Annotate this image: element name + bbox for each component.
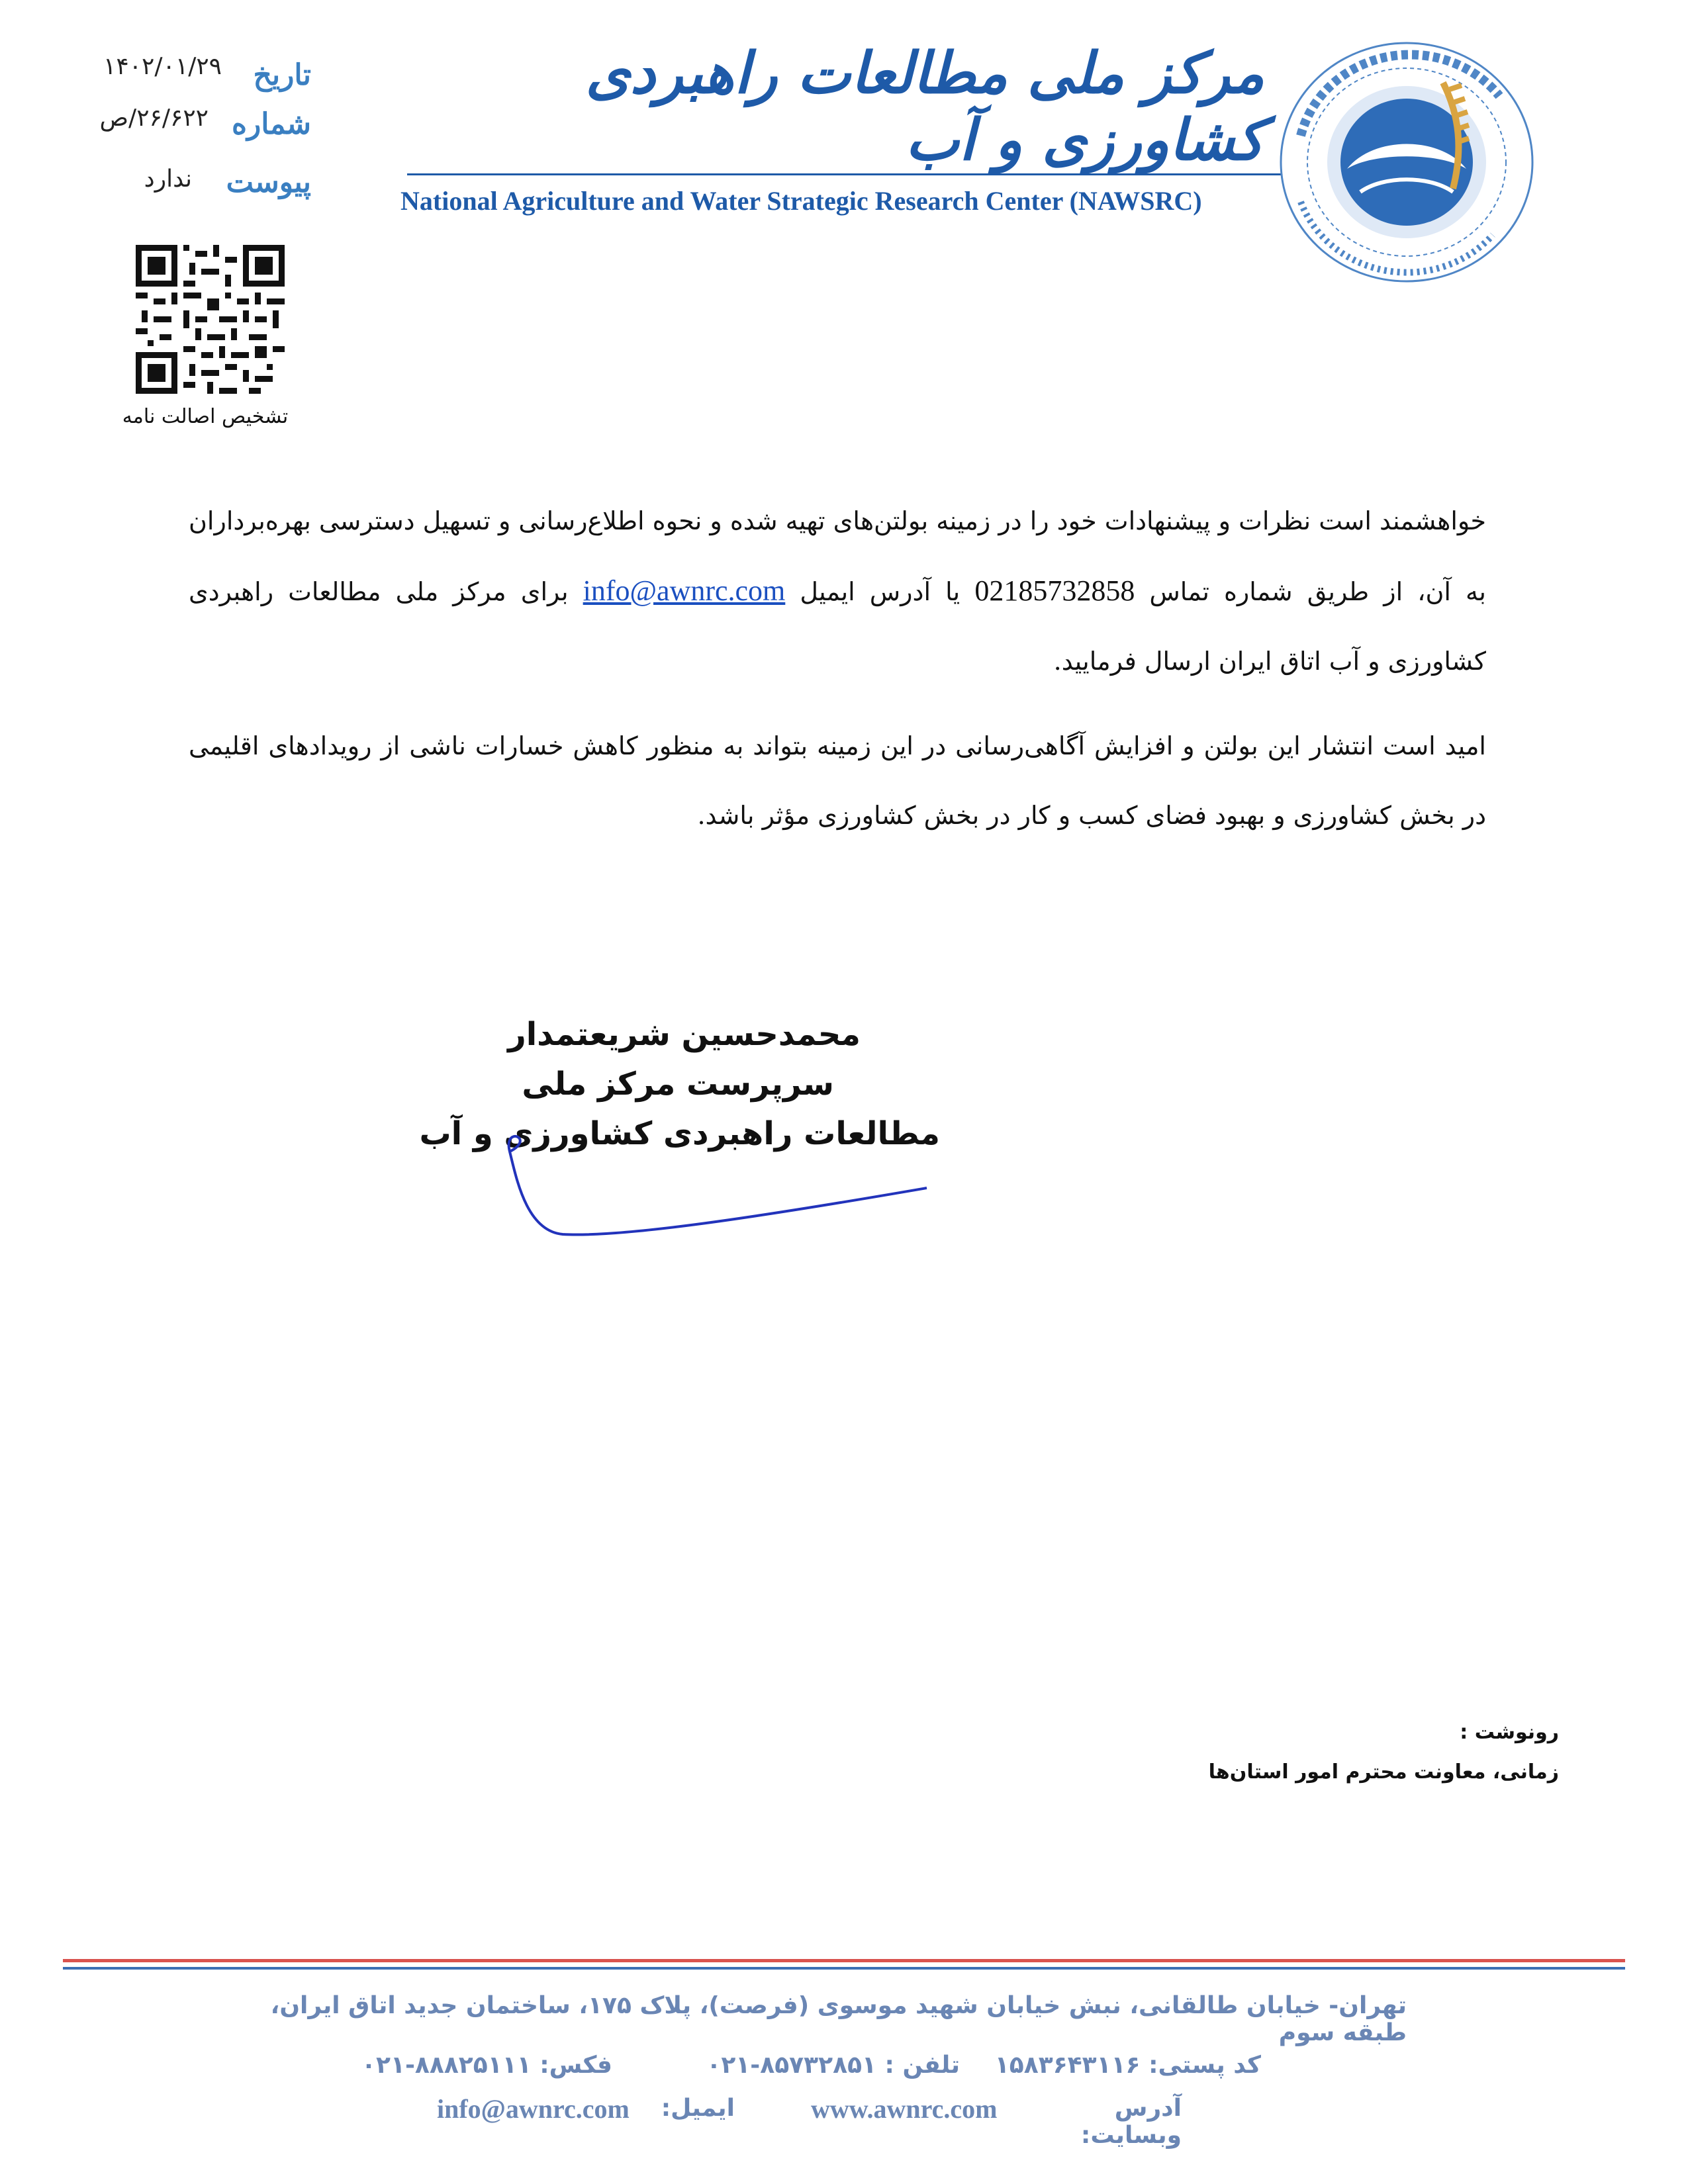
footer-postal-code: کد پستی: ۱۵۸۳۶۴۳۱۱۶ xyxy=(994,2052,1261,2079)
footer-fax: فکس: ۸۸۸۲۵۱۱۱-۰۲۱ xyxy=(361,2052,612,2079)
footer-rule-red xyxy=(63,1959,1625,1962)
cc-recipient: زمانی، معاونت محترم امور استان‌ها xyxy=(1208,1760,1559,1784)
footer-rule-blue xyxy=(63,1967,1625,1970)
footer-email[interactable]: info@awnrc.com xyxy=(437,2094,630,2124)
body-paragraph-1 xyxy=(189,486,1486,696)
paragraph-1-text-c: برای مرکز ملی مطالعات راهبردی کشاورزی و آب اتاق ایران ارسال فرمایید. xyxy=(189,577,1486,676)
signatory-title-1: سرپرست مرکز ملی xyxy=(522,1066,834,1103)
footer-website-label: آدرس وبسایت: xyxy=(1080,2095,1182,2149)
contact-phone: 02185732858 xyxy=(974,574,1135,607)
attachment-value: ندارد xyxy=(144,165,192,193)
footer-email-label: ایمیل: xyxy=(661,2095,735,2122)
number-label: شماره xyxy=(231,107,311,141)
attachment-label: پیوست xyxy=(226,165,311,199)
footer-phone: تلفن : ۸۵۷۳۲۸۵۱-۰۲۱ xyxy=(706,2052,960,2079)
org-name-fa: مرکز ملی مطالعات راهبردی کشاورزی و آب xyxy=(585,40,1264,173)
cc-label: رونوشت : xyxy=(1460,1721,1559,1744)
body-paragraph-2: امید است انتشار این بولتن و افزایش آگاهی‌رسانی در این زمینه بتواند به منظور کاهش خسارات ناشی از رویدادهای اقلیمی در بخش کشاورزی و بهبود فضای کسب و کار در بخش کشاورزی مؤثر باشد. xyxy=(189,731,1486,830)
footer-website[interactable]: www.awnrc.com xyxy=(811,2094,998,2124)
number-value: ۲۶/۶۲۲/ص xyxy=(99,105,209,132)
header-rule xyxy=(407,173,1281,175)
date-label: تاریخ xyxy=(253,58,311,92)
paragraph-1-text-b: یا آدرس ایمیل xyxy=(785,577,975,606)
handwritten-signature xyxy=(463,1125,940,1244)
paragraph-1-text-a: خواهشمند است نظرات و پیشنهادات خود را در زمینه بولتن‌های تهیه شده و نحوه اطلاع‌رسانی و تسهیل دسترسی بهره‌برداران به آن، از طریق شماره تماس xyxy=(189,506,1486,606)
signatory-name: محمدحسین شریعتمدار xyxy=(508,1016,861,1053)
qr-caption: تشخیص اصالت نامه xyxy=(122,405,289,428)
date-value: ۱۴۰۲/۰۱/۲۹ xyxy=(103,53,222,80)
footer-address: تهران- خیابان طالقانی، نبش خیابان شهید موسوی (فرصت)، پلاک ۱۷۵، ساختمان جدید اتاق ایران، طبقه سوم xyxy=(270,1992,1407,2046)
signatory-title-2: مطالعات راهبردی کشاورزی و آب xyxy=(419,1115,940,1152)
organization-logo xyxy=(1274,36,1539,288)
email-link[interactable]: info@awnrc.com xyxy=(583,574,786,607)
qr-code xyxy=(136,245,285,394)
org-name-en: National Agriculture and Water Strategic Research Center (NAWSRC) xyxy=(400,186,1202,216)
